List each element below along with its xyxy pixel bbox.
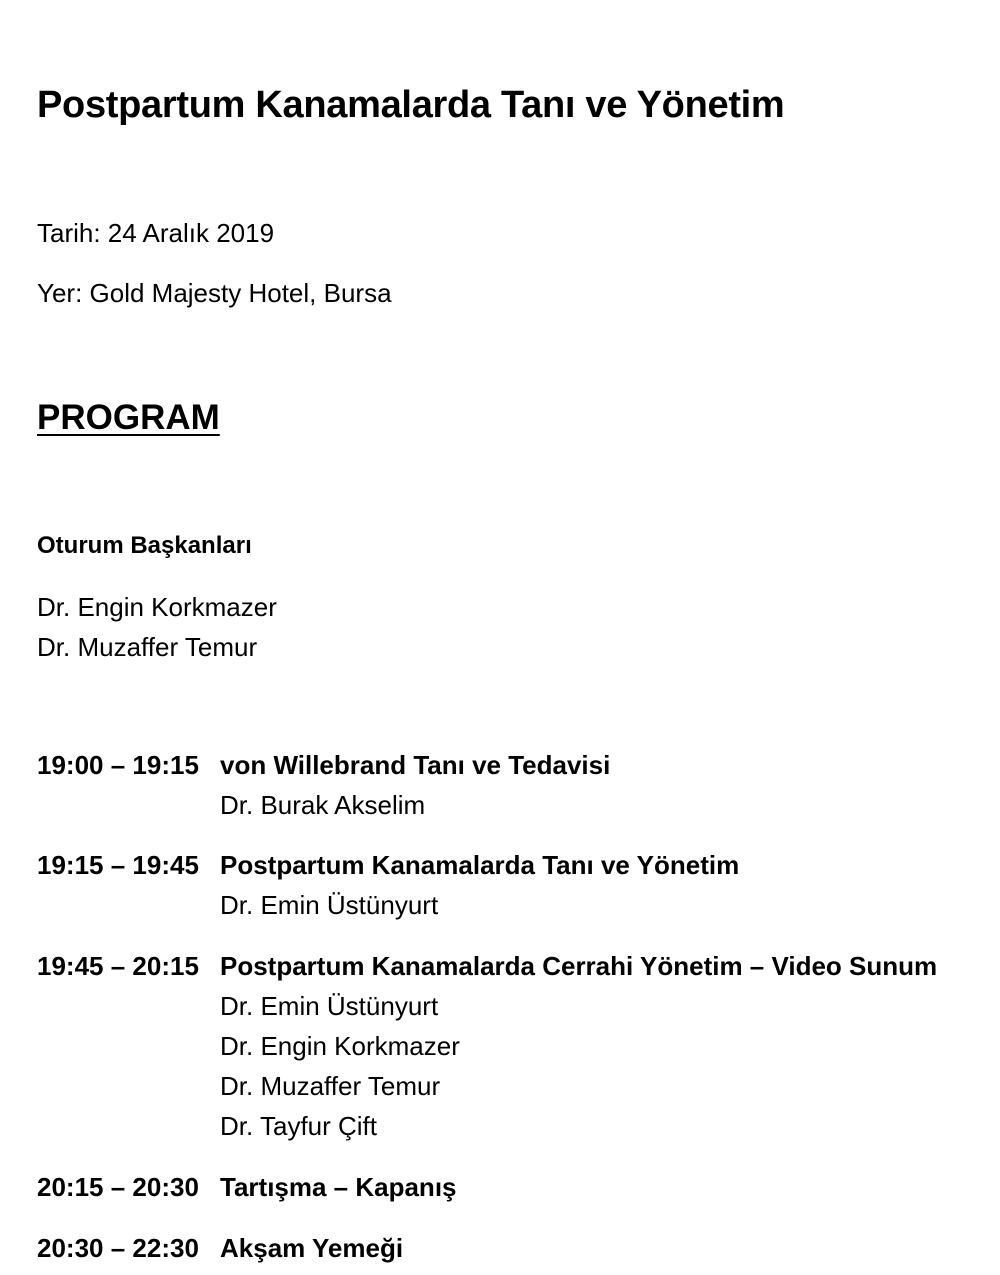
session-time: 19:15 – 19:45 xyxy=(37,850,199,880)
session-topic: Postpartum Kanamalarda Tanı ve Yönetim xyxy=(220,850,740,880)
speaker-name: Dr. Burak Akselim xyxy=(220,790,426,820)
speaker-name: Dr. Emin Üstünyurt xyxy=(220,991,439,1021)
session-topic: von Willebrand Tanı ve Tedavisi xyxy=(220,750,611,780)
session-topic: Akşam Yemeği xyxy=(220,1233,404,1263)
document-title: Postpartum Kanamalarda Tanı ve Yönetim xyxy=(37,84,785,126)
chair-name: Dr. Muzaffer Temur xyxy=(37,632,258,662)
session-topic: Tartışma – Kapanış xyxy=(220,1172,457,1202)
speaker-name: Dr. Emin Üstünyurt xyxy=(220,890,439,920)
speaker-name: Dr. Engin Korkmazer xyxy=(220,1031,460,1061)
session-time: 19:45 – 20:15 xyxy=(37,951,199,981)
session-time: 20:15 – 20:30 xyxy=(37,1172,199,1202)
session-speakers xyxy=(220,991,460,1151)
session-topic: Postpartum Kanamalarda Cerrahi Yönetim – Video Sunum xyxy=(220,951,938,981)
program-heading: PROGRAM xyxy=(37,398,220,437)
chair-name: Dr. Engin Korkmazer xyxy=(37,592,277,622)
session-time: 20:30 – 22:30 xyxy=(37,1233,199,1263)
chairs-heading: Oturum Başkanları xyxy=(37,532,252,559)
event-date: Tarih: 24 Aralık 2019 xyxy=(37,218,275,248)
speaker-name: Dr. Tayfur Çift xyxy=(220,1111,378,1141)
session-speakers xyxy=(220,890,438,930)
event-venue: Yer: Gold Majesty Hotel, Bursa xyxy=(37,278,392,308)
session-speakers xyxy=(220,790,425,830)
speaker-name: Dr. Muzaffer Temur xyxy=(220,1071,441,1101)
session-time: 19:00 – 19:15 xyxy=(37,750,199,780)
